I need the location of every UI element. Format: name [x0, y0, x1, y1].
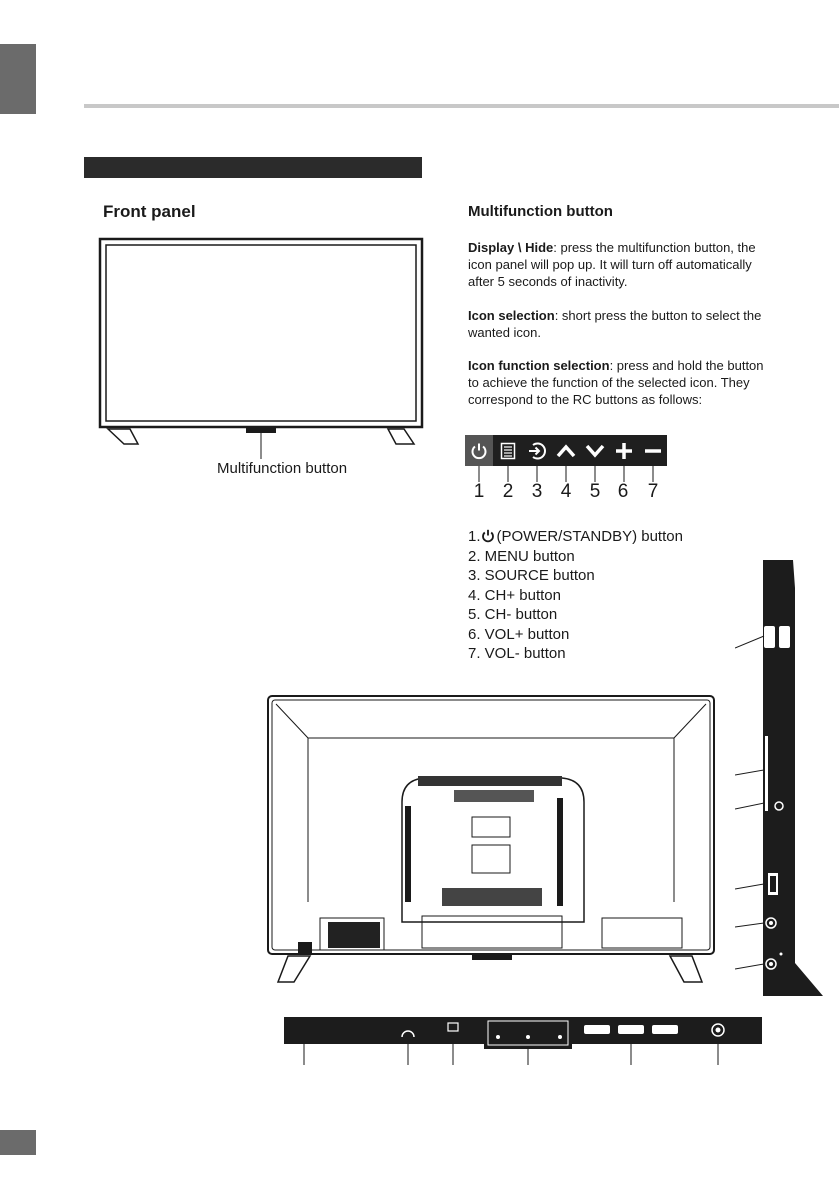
icon-number: 1 [473, 481, 485, 502]
minus-icon [639, 435, 667, 466]
list-item: 2. MENU button [468, 547, 575, 565]
icon-panel [465, 435, 667, 466]
button-list [468, 527, 683, 664]
side-panel-illustration [735, 558, 839, 1000]
icon-number: 7 [647, 481, 659, 502]
multifunction-caption: Multifunction button [217, 460, 348, 477]
icon-number: 3 [531, 481, 543, 502]
bottom-connector-panel [284, 1017, 764, 1065]
front-panel-heading: Front panel [103, 202, 196, 221]
section-title-bar [84, 157, 422, 178]
power-icon [481, 529, 495, 543]
front-panel-illustration [98, 237, 428, 459]
list-item: 1. (POWER/STANDBY) button [468, 528, 683, 545]
source-icon [523, 435, 551, 466]
list-item: 4. CH+ button [468, 586, 561, 604]
chevron-down-icon [581, 435, 609, 466]
list-item: 7. VOL- button [468, 645, 566, 662]
list-item: 5. CH- button [468, 606, 558, 623]
icon-function-paragraph: Icon function selection: press and hold the button to achieve the function of the selected icon. They correspond to the RC buttons as follows: [468, 358, 764, 407]
icon-callout-lines [465, 466, 667, 482]
menu-icon [494, 435, 522, 466]
icon-number: 4 [560, 481, 572, 502]
header-rule [84, 104, 839, 108]
chevron-up-icon [552, 435, 580, 466]
display-hide-paragraph: Display \ Hide: press the multifunction button, the icon panel will pop up. It will turn off automatically after 5 seconds of inactivity. [468, 240, 756, 289]
list-item: 3. SOURCE button [468, 567, 595, 584]
side-tab-top [0, 44, 36, 114]
icon-selection-paragraph: Icon selection: short press the button to select the wanted icon. [468, 308, 762, 340]
icon-number: 6 [617, 481, 629, 502]
plus-icon [610, 435, 638, 466]
icon-number: 2 [502, 481, 514, 502]
multifunction-heading: Multifunction button [468, 203, 613, 220]
list-item: 6. VOL+ button [468, 625, 570, 643]
icon-number: 5 [589, 481, 601, 502]
rear-panel-illustration [262, 692, 722, 988]
side-tab-bottom [0, 1130, 36, 1155]
power-icon [465, 435, 493, 466]
